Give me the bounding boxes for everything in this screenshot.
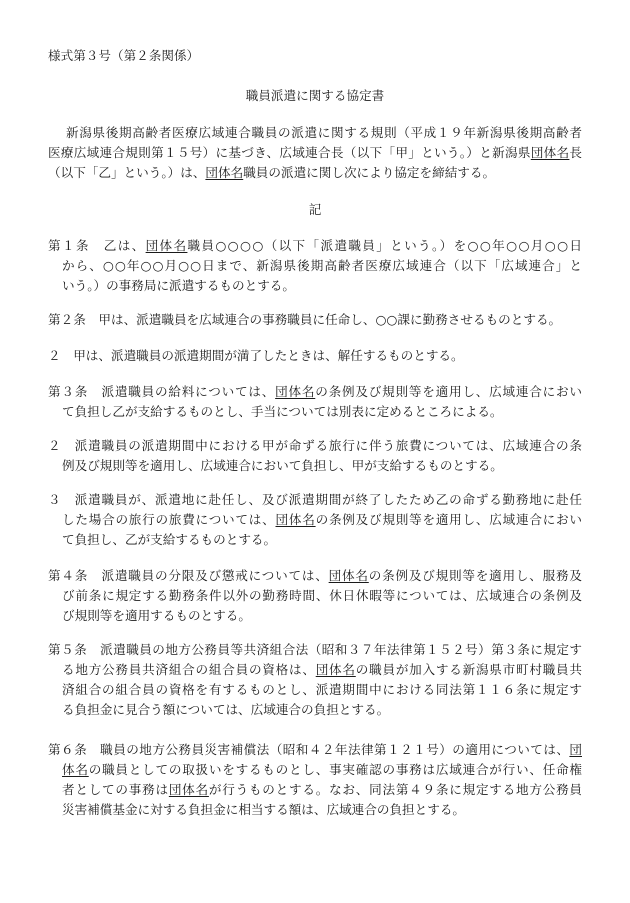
text-run: した場合の旅行の旅費については、 xyxy=(62,512,276,527)
article-heading-line: 第２条 甲は、派遣職員を広域連合の事務職員に任命し、○○課に勤務させるものとする。 xyxy=(48,312,562,327)
article-continuation-line: び規則等を適用するものとする。 xyxy=(62,608,251,623)
article-continuation-line: て負担し、乙が支給するものとする。 xyxy=(62,532,277,547)
underlined-org-name: 団体名 xyxy=(145,238,188,253)
text-run: 長 xyxy=(569,145,582,160)
underlined-org-name: 団体名 xyxy=(275,512,316,527)
underlined-org-name: 体名 xyxy=(62,762,89,777)
text-run: 第６条 職員の地方公務員災害補償法（昭和４２年法律第１２１号）の適用については、 xyxy=(48,742,570,757)
article-continuation-line: から、○○年○○月○○日まで、新潟県後期高齢者医療広域連合（以下「広域連合」と xyxy=(62,258,582,273)
underlined-org-name: 団体名 xyxy=(275,384,316,399)
article-heading-line xyxy=(48,236,582,256)
text-run: （以下「乙」という。）は、 xyxy=(48,165,206,180)
preamble-line xyxy=(48,163,495,183)
article-continuation-line: る負担金に見合う額については、広域連合の負担とする。 xyxy=(62,702,390,717)
text-run: 医療広域連合規則第１５号）に基づき、広域連合長（以下「甲」という。）と新潟県 xyxy=(48,145,531,160)
underlined-org-name: 団体名 xyxy=(328,568,369,583)
preamble-line: 新潟県後期高齢者医療広域連合職員の派遣に関する規則（平成１９年新潟県後期高齢者 xyxy=(66,125,582,140)
text-run: が行うものとする。なお、同法第４９条に規定する地方公務員 xyxy=(208,782,583,797)
form-number: 様式第３号（第２条関係） xyxy=(48,48,200,63)
text-run: 第１条 乙は、 xyxy=(48,238,146,253)
article-continuation-line: 済組合の組合員の資格を有するものとし、派遣期間中における同法第１１６条に規定す xyxy=(62,682,582,697)
underlined-org-name: 団体名 xyxy=(315,662,356,677)
article-continuation-line: び前条に規定する勤務条件以外の勤務時間、休日休暇等については、広域連合の条例及 xyxy=(62,588,582,603)
text-run: る地方公務員共済組合の組合員の資格は、 xyxy=(62,662,316,677)
article-continuation-line: 災害補償基金に対する負担金に相当する額は、広域連合の負担とする。 xyxy=(62,802,465,817)
article-continuation-line xyxy=(62,510,582,530)
article-continuation-line: 例及び規則等を適用し、広域連合において負担し、甲が支給するものとする。 xyxy=(62,458,503,473)
text-run: 者としての事務は xyxy=(62,782,169,797)
text-run: の職員としての取扱いをするものとし、事実確認の事務は広域連合が行い、任命権 xyxy=(88,762,583,777)
article-continuation-line xyxy=(62,780,582,800)
text-run: の条例及び規則等を適用し、服務及 xyxy=(368,568,583,583)
article-heading-line: ２ 派遣職員の派遣期間中における甲が命ずる旅行に伴う旅費については、広域連合の条 xyxy=(48,438,582,453)
article-heading-line xyxy=(48,382,582,402)
text-run: 職員○○○○（以下「派遣職員」という。）を○○年○○月○○日 xyxy=(187,238,583,253)
article-heading-line: 第５条 派遣職員の地方公務員等共済組合法（昭和３７年法律第１５２号）第３条に規定す xyxy=(48,642,582,657)
underlined-org-name: 団 xyxy=(569,742,582,757)
text-run: 第３条 派遣職員の給料については、 xyxy=(48,384,276,399)
article-heading-line: ３ 派遣職員が、派遣地に赴任し、及び派遣期間が終了したため乙の命ずる勤務地に赴任 xyxy=(48,492,582,507)
article-continuation-line xyxy=(62,660,582,680)
article-heading-line: ２ 甲は、派遣職員の派遣期間が満了したときは、解任するものとする。 xyxy=(48,348,464,363)
document-title: 職員派遣に関する協定書 xyxy=(245,88,385,103)
text-run: の職員が加入する新潟県市町村職員共 xyxy=(355,662,583,677)
text-run: の条例及び規則等を適用し、広域連合におい xyxy=(315,512,582,527)
article-continuation-line: て負担し乙が支給するものとし、手当については別表に定めるところによる。 xyxy=(62,404,503,419)
ki-heading: 記 xyxy=(308,202,322,217)
article-continuation-line xyxy=(62,760,582,780)
article-continuation-line: いう。）の事務局に派遣するものとする。 xyxy=(62,278,295,293)
underlined-org-name: 団体名 xyxy=(168,782,209,797)
text-run: 第４条 派遣職員の分限及び懲戒については、 xyxy=(48,568,329,583)
text-run: 職員の派遣に関し次により協定を締結する。 xyxy=(243,165,496,180)
article-heading-line xyxy=(48,566,582,586)
preamble-line xyxy=(48,143,582,163)
underlined-org-name: 団体名 xyxy=(205,165,244,180)
text-run: の条例及び規則等を適用し、広域連合におい xyxy=(315,384,583,399)
article-heading-line xyxy=(48,740,582,760)
underlined-org-name: 団体名 xyxy=(530,145,570,160)
